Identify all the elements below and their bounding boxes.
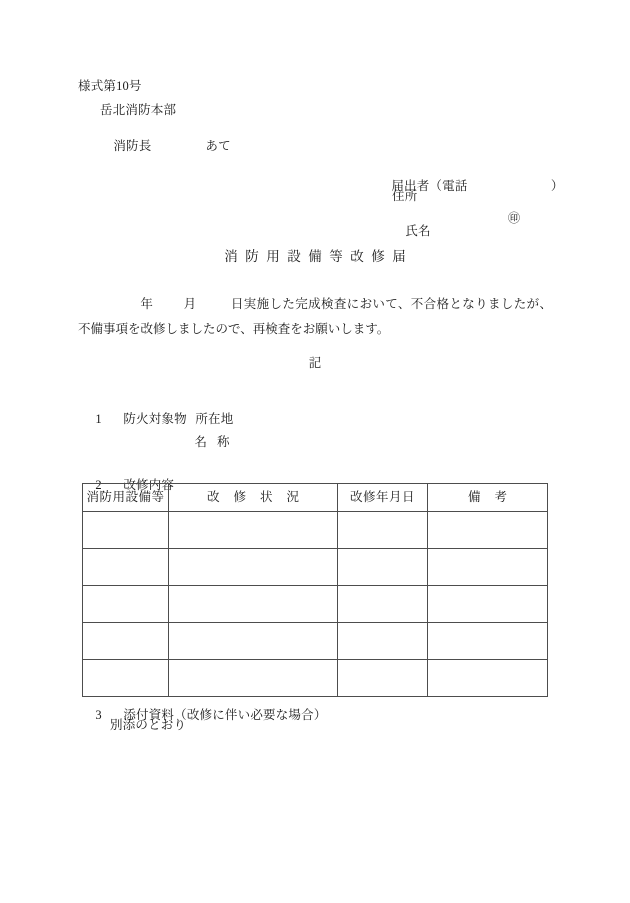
section-3-note: 別添のとおり: [110, 718, 187, 732]
table-header-row: [83, 484, 548, 512]
cell-equipment[interactable]: [83, 623, 169, 660]
chief-title: 消防長: [113, 138, 152, 153]
section-1-field-name: [182, 423, 230, 461]
form-number: 様式第10号: [78, 79, 142, 93]
applicant-name-row: [392, 212, 552, 250]
chief-addressee-suffix: あて: [205, 138, 231, 153]
column-header-remarks-label: 備考: [467, 490, 521, 505]
body-month-label: 月: [183, 297, 197, 311]
section-1-number: 1: [95, 411, 102, 426]
cell-remarks[interactable]: [428, 660, 548, 697]
applicant-name-label: 氏名: [405, 223, 431, 238]
applicant-phone-label: 届出者（電話: [391, 178, 468, 193]
page-title: 消防用設備等改修届: [224, 249, 414, 264]
table-row: [83, 512, 548, 549]
cell-repair-date[interactable]: [338, 660, 428, 697]
column-header-equipment: [83, 484, 169, 512]
cell-remarks[interactable]: [428, 512, 548, 549]
cell-repair-date[interactable]: [338, 586, 428, 623]
section-1-subject: 防火対象物: [123, 411, 187, 426]
repair-content-table: [82, 483, 548, 697]
cell-equipment[interactable]: [83, 512, 169, 549]
cell-repair-status[interactable]: [169, 549, 338, 586]
applicant-address-label: 住所: [392, 189, 418, 203]
column-header-repair-date: [338, 484, 428, 512]
ki-marker: 記: [308, 356, 322, 370]
section-2-number: 2: [95, 477, 102, 492]
chief-addressee-row: [100, 127, 231, 165]
column-header-equipment-label: 消防用設備等: [86, 490, 165, 505]
cell-repair-date[interactable]: [338, 512, 428, 549]
section-1-field-location: 所在地: [195, 411, 234, 426]
cell-remarks[interactable]: [428, 586, 548, 623]
body-paragraph: [78, 292, 552, 342]
cell-repair-status[interactable]: [169, 623, 338, 660]
section-2-label: 改修内容: [123, 477, 175, 492]
table-row: [83, 586, 548, 623]
table-row: [83, 623, 548, 660]
table-row: [83, 549, 548, 586]
cell-equipment[interactable]: [83, 660, 169, 697]
cell-repair-status[interactable]: [169, 586, 338, 623]
cell-remarks[interactable]: [428, 549, 548, 586]
section-3-number: 3: [95, 707, 102, 722]
column-header-repair-status-label: 改修状況: [206, 490, 313, 505]
cell-equipment[interactable]: [83, 586, 169, 623]
table-row: [83, 660, 548, 697]
cell-repair-status[interactable]: [169, 660, 338, 697]
column-header-repair-status: [169, 484, 338, 512]
cell-repair-status[interactable]: [169, 512, 338, 549]
cell-repair-date[interactable]: [338, 623, 428, 660]
body-year-label: 年: [140, 297, 154, 311]
seal-icon: ㊞: [508, 211, 521, 225]
applicant-phone-close-paren: ）: [550, 178, 564, 193]
body-text: 実施した完成検査において、不合格となりましたが、不備事項を改修しましたので、再検査をお願いします。: [78, 297, 552, 336]
cell-equipment[interactable]: [83, 549, 169, 586]
cell-remarks[interactable]: [428, 623, 548, 660]
column-header-remarks: [428, 484, 548, 512]
cell-repair-date[interactable]: [338, 549, 428, 586]
department-name: 岳北消防本部: [100, 103, 177, 117]
section-1-field-name-first: 名: [194, 434, 208, 449]
body-day-label: 日: [230, 297, 244, 311]
column-header-repair-date-label: 改修年月日: [349, 490, 415, 505]
section-3-label: 添付資料（改修に伴い必要な場合）: [123, 707, 327, 722]
table-body: [83, 512, 548, 697]
section-1-field-name-second: 称: [217, 434, 230, 449]
